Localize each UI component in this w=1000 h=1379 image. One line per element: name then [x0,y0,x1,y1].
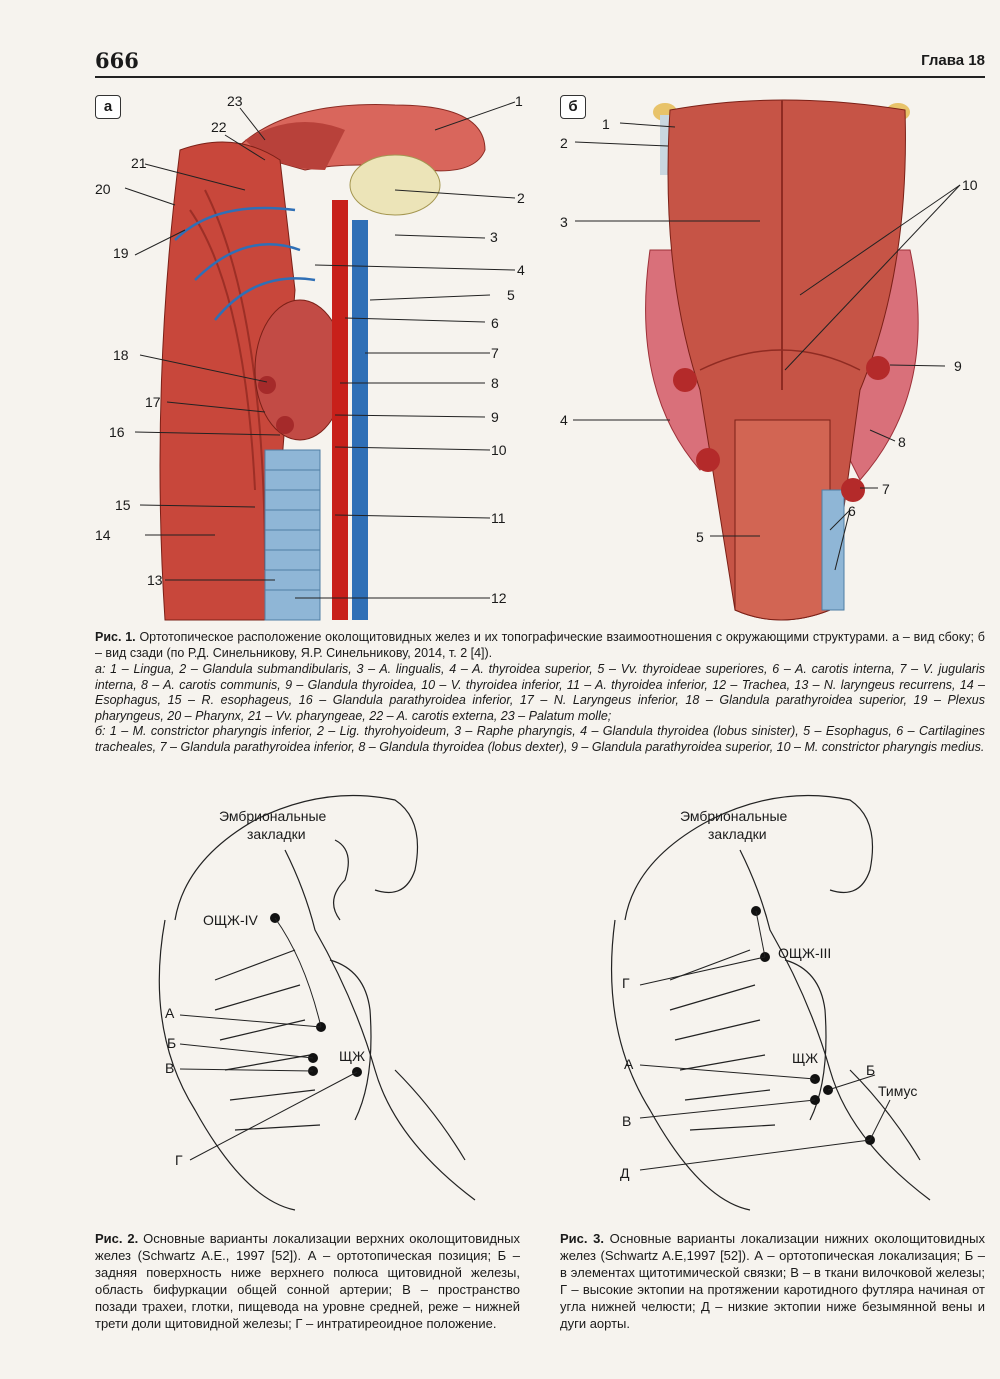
panel-b-tag: б [560,95,586,119]
callout-a-21: 21 [131,155,147,171]
fig3-embryo-label-2: закладки [708,826,767,842]
figure-3-caption [560,1230,985,1332]
figure-1a [95,90,535,620]
fig3-letter-v: В [622,1113,632,1129]
callout-b-1: 1 [602,116,610,132]
callout-a-20: 20 [95,181,111,197]
figure-1-legend-a-text: а: 1 – Lingua, 2 – Glandula submandibularis, 3 – A. lingualis, 4 – A. thyroidea superior, 5 – Vv. thyroideae superiores, 6 – A. carotis interna, 7 – V. jugularis interna, 8 – A. carotis communis, 9 – Glandula thyroidea, 10 – V. thyroidea inferior, 11 – A. thyroidea inferior, 12 – Trachea, 13 – N. laryngeus recurrens, 14 – Esophagus, 15 – R. esophageus, 16 – Glandula parathyroidea inferior, 17 – N. Laryngeus inferior, 18 – Glandula parathyroidea superior, 19 – Plexus pharyngeus, 20 – Pharynx, 21 – Vv. pharyngeae, 22 – A. carotis externa, 23 – Palatum molle; [95,662,985,723]
callout-b-5: 5 [696,529,704,545]
callout-b-10: 10 [962,177,978,193]
callout-a-3: 3 [490,229,498,245]
callout-b-3: 3 [560,214,568,230]
chapter-title: Глава 18 [921,52,985,69]
figure-1a-illustration [95,90,535,620]
callout-a-4: 4 [517,262,525,278]
fig2-embryo-label-2: закладки [247,826,306,842]
callout-b-4: 4 [560,412,568,428]
callout-a-8: 8 [491,375,499,391]
callout-a-15: 15 [115,497,131,513]
fig3-letter-d: Д [620,1165,630,1181]
callout-a-19: 19 [113,245,129,261]
figure-1b-illustration [560,90,980,620]
callout-b-6: 6 [848,503,856,519]
fig2-embryo-label-1: Эмбриональные [219,808,327,824]
figure-1-caption-text: Ортотопическое расположение околощитовидных желез и их топографические взаимоотношения с окружающими структурами. а – вид сбоку; б – вид сзади (по Р.Д. Синельникову, Я.Р. Синельникову, 2014, т. 2 [4]). [95,630,985,660]
callout-b-9: 9 [954,358,962,374]
callout-a-18: 18 [113,347,129,363]
figure-1-legend-b-text: б: 1 – M. constrictor pharyngis inferior, 2 – Lig. thyrohyoideum, 3 – Raphe pharyngis, 4 – Glandula thyroidea (lobus sinister), 5 – Esophagus, 6 – Cartilagines tracheales, 7 – Glandula parathyroidea inferior, 8 – Glandula thyroidea (lobus dexter), 9 – Glandula parathyroidea superior, 10 – M. constrictor pharyngis medius. [95,724,985,754]
callout-b-2: 2 [560,135,568,151]
figure-3-illustration [560,780,980,1220]
callout-a-23: 23 [227,93,243,109]
fig2-shzh-label: ЩЖ [339,1048,366,1064]
figure-1-caption-title: Рис. 1. [95,630,136,644]
callout-a-2: 2 [517,190,525,206]
panel-a-tag: а [95,95,121,119]
fig3-letter-a: А [624,1056,634,1072]
callout-a-12: 12 [491,590,507,606]
callout-a-17: 17 [145,394,161,410]
figure-3-caption-text: Основные варианты локализации нижних околощитовидных желез (Schwartz A.E,1997 [52]). А – ортотопическая локализация; Б – в элементах щитотимической связки; В – в ткани вилочковой железы; Г – высокие эктопии на протяжении каротидного футляра начиная от угла нижней челюсти; Д – низкие эктопии ниже безымянной вены и дуги аорты. [560,1231,985,1331]
callout-a-11: 11 [491,510,506,526]
figure-2-caption-title: Рис. 2. [95,1231,139,1246]
callout-a-14: 14 [95,527,111,543]
callout-b-8: 8 [898,434,906,450]
figure-2 [95,780,535,1220]
figure-3 [560,780,980,1220]
fig2-letter-b: Б [167,1035,177,1051]
fig3-shzh-label: ЩЖ [792,1050,819,1066]
page-header [95,48,985,78]
callout-a-13: 13 [147,572,163,588]
figure-1-legend-b [95,724,985,755]
figure-1-legend-a [95,662,985,724]
fig3-embryo-label-1: Эмбриональные [680,808,788,824]
figure-1b [560,90,980,620]
callout-a-16: 16 [109,424,125,440]
fig2-letter-g: Г [175,1152,183,1168]
callout-a-6: 6 [491,315,499,331]
callout-a-5: 5 [507,287,515,303]
fig2-letter-a: А [165,1005,175,1021]
fig3-letter-b: Б [866,1062,876,1078]
figure-2-caption [95,1230,520,1332]
header-rule [95,76,985,78]
fig3-thymus-label: Тимус [878,1083,918,1099]
figure-3-caption-title: Рис. 3. [560,1231,604,1246]
fig3-letter-g: Г [622,975,630,991]
fig2-oshzh-label: ОЩЖ-IV [203,912,258,928]
callout-a-1: 1 [515,93,523,109]
figure-2-illustration [95,780,535,1220]
callout-b-7: 7 [882,481,890,497]
fig2-letter-v: В [165,1060,175,1076]
callout-a-9: 9 [491,409,499,425]
fig3-oshzh-label: ОЩЖ-III [778,945,832,961]
callout-a-22: 22 [211,119,227,135]
page-number: 666 [95,48,139,73]
callout-a-7: 7 [491,345,499,361]
figure-2-caption-text: Основные варианты локализации верхних околощитовидных желез (Schwartz A.E., 1997 [52]). А – ортотопическая позиция; Б – задняя поверхность ниже верхнего полюса щитовидной железы, область бифуркации общей сонной артерии; В – пространство позади трахеи, глотки, пищевода на уровне средней, реже – нижней трети доли щитовидной железы; Г – интратиреоидное положение. [95,1231,520,1331]
callout-a-10: 10 [491,442,507,458]
figure-1-caption [95,630,985,661]
